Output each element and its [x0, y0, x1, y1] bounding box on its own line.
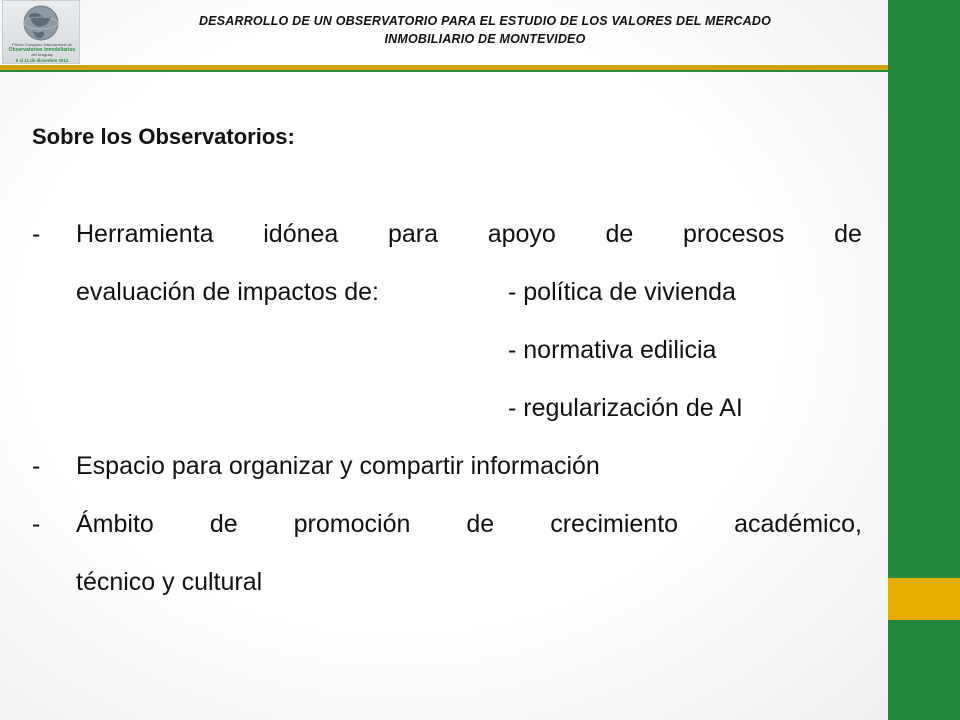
- word: de: [209, 510, 238, 538]
- logo-text-4: 9 al 11 de diciembre 2014: [15, 58, 69, 63]
- word: de: [466, 510, 495, 538]
- header-title: [90, 12, 880, 48]
- logo-text-2: Observatorios Inmobiliarios: [8, 47, 76, 53]
- bullet-text-line: evaluación de impactos de:: [76, 278, 379, 306]
- header-title-line2: INMOBILIARIO DE MONTEVIDEO: [384, 32, 586, 46]
- word: académico,: [734, 510, 862, 538]
- list-item: [32, 495, 862, 553]
- bullet-text-line: Espacio para organizar y compartir información: [76, 452, 600, 480]
- sub-item: - normativa edilicia: [508, 336, 717, 364]
- bullet-text-line: [76, 495, 862, 553]
- word: Ámbito: [76, 510, 154, 538]
- right-green-bar: [888, 0, 960, 578]
- list-item-continuation: [32, 321, 862, 379]
- bullet-list: [32, 205, 862, 611]
- list-item: [32, 205, 862, 263]
- word: para: [387, 220, 439, 248]
- list-item: [32, 437, 862, 495]
- list-item-continuation: [32, 379, 862, 437]
- congress-logo: [2, 0, 80, 64]
- word: idónea: [263, 220, 339, 248]
- bullet-dash: -: [32, 452, 41, 480]
- word: procesos: [682, 220, 785, 248]
- list-item-continuation: [32, 263, 862, 321]
- header-divider-green: [0, 70, 888, 72]
- right-green-bar-bottom: [888, 620, 960, 720]
- word: apoyo: [487, 220, 556, 248]
- bullet-dash: -: [32, 220, 41, 248]
- word: de: [605, 220, 634, 248]
- globe-icon: [3, 1, 80, 64]
- logo-text-1: Primer Congreso Internacional de: [12, 42, 72, 47]
- word: crecimiento: [550, 510, 679, 538]
- bullet-dash: -: [32, 510, 41, 538]
- word: de: [834, 220, 862, 248]
- word: Herramienta: [76, 220, 214, 248]
- sub-item: - política de vivienda: [508, 278, 736, 306]
- logo-text-3: del Uruguay: [31, 52, 53, 57]
- sub-item: - regularización de AI: [508, 394, 743, 422]
- header-title-line1: DESARROLLO DE UN OBSERVATORIO PARA EL ESTUDIO DE LOS VALORES DEL MERCADO: [198, 14, 772, 28]
- list-item-continuation: [32, 553, 862, 611]
- bullet-text-line: técnico y cultural: [76, 568, 263, 596]
- bullet-text-line: [76, 205, 862, 263]
- section-title: Sobre los Observatorios:: [32, 124, 295, 149]
- right-yellow-band: [888, 578, 960, 620]
- word: promoción: [293, 510, 411, 538]
